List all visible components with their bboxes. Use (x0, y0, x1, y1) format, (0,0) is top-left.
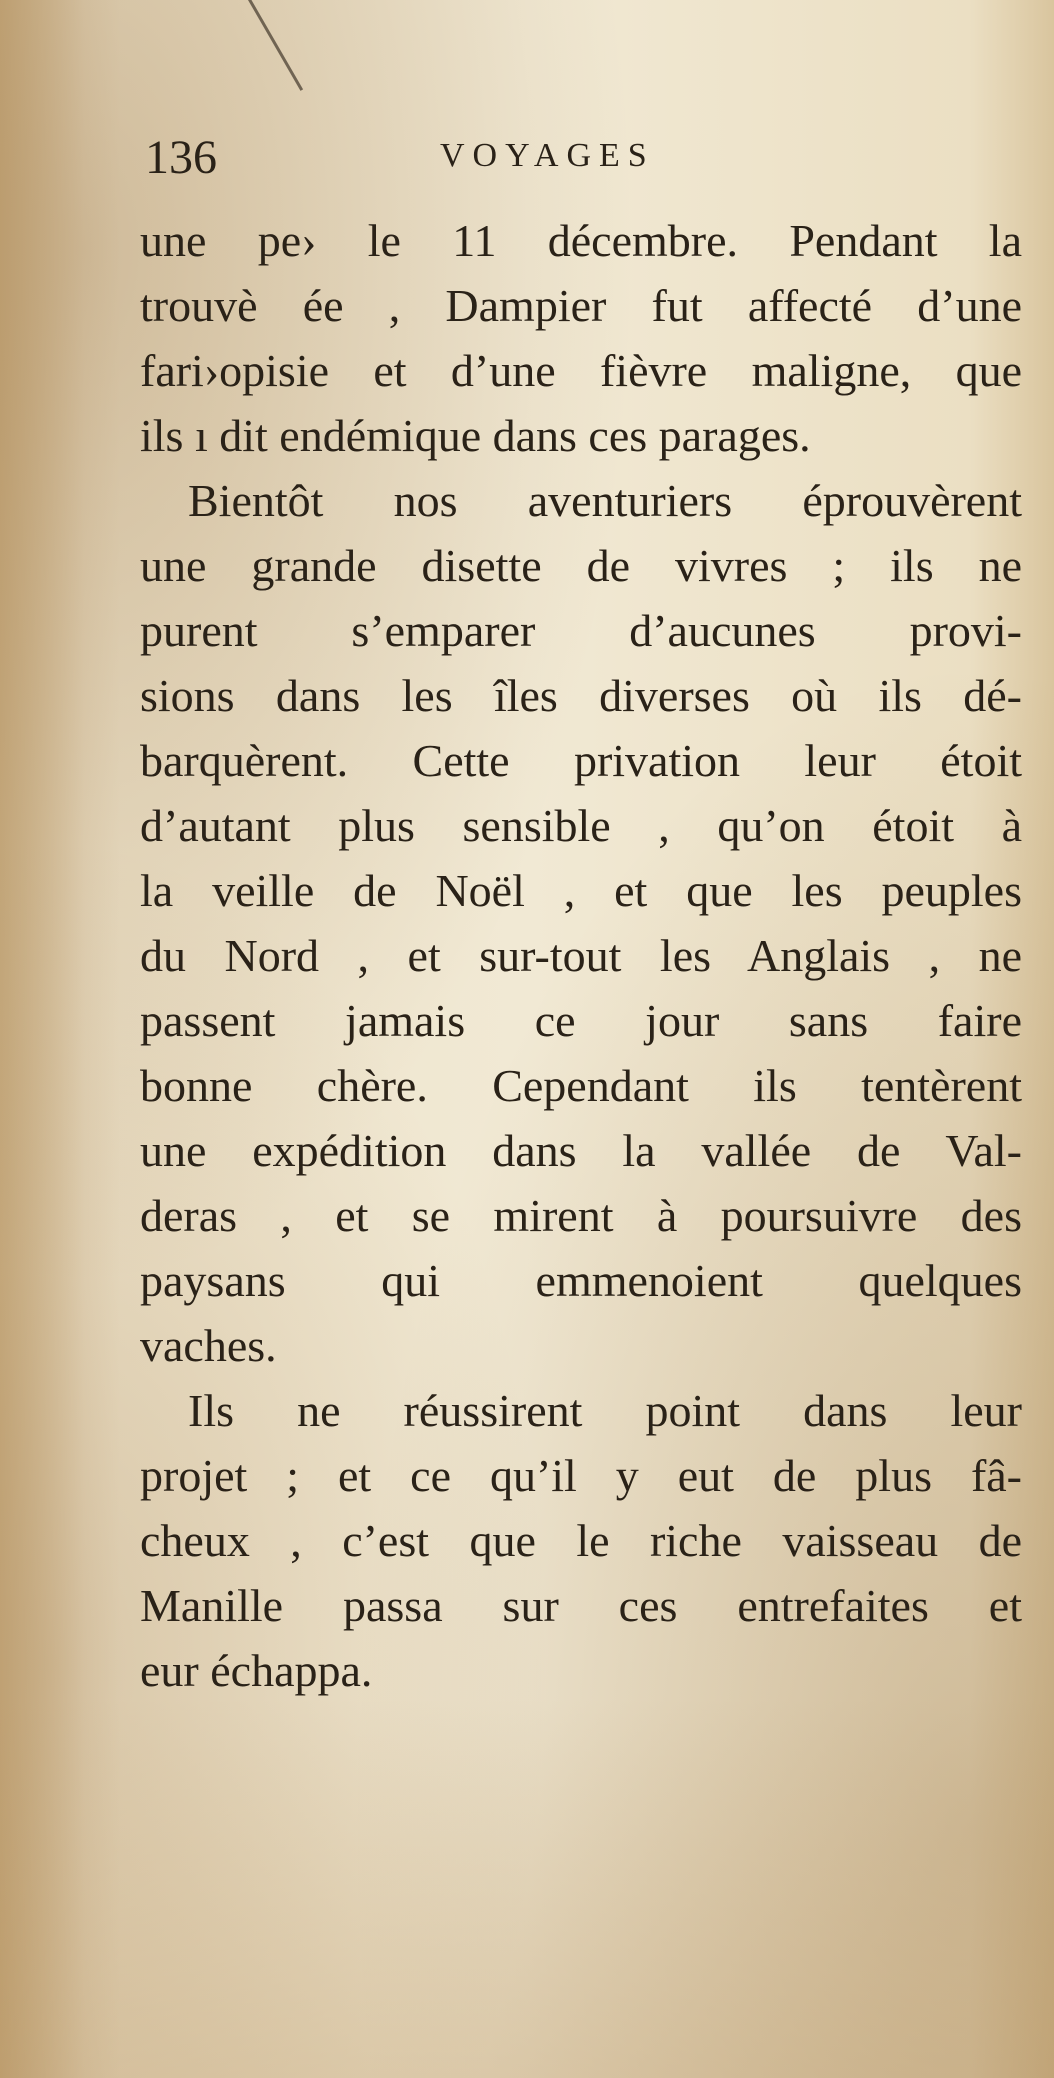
text-line: du Nord , et sur-tout les Anglais , ne (140, 930, 1022, 981)
paragraph-2 (140, 468, 1022, 1378)
text-line: fari›opisie et d’une fièvre maligne, que (140, 345, 1022, 396)
text-line: paysans qui emmenoient quelques (140, 1255, 1022, 1306)
paragraph-3 (140, 1378, 1022, 1703)
text-line: une pe› le 11 décembre. Pendant la (140, 215, 1022, 266)
text-line: purent s’emparer d’aucunes provi- (140, 605, 1022, 656)
text-line: la veille de Noël , et que les peuples (140, 865, 1022, 916)
text-line: trouvè ée , Dampier fut affecté d’une (140, 280, 1022, 331)
text-line: passent jamais ce jour sans faire (140, 995, 1022, 1046)
text-line: deras , et se mirent à poursuivre des (140, 1190, 1022, 1241)
text-line: Ils ne réussirent point dans leur (188, 1385, 1022, 1436)
page-number: 136 (145, 131, 217, 184)
text-line: une grande disette de vivres ; ils ne (140, 540, 1022, 591)
text-line: vaches. (140, 1320, 277, 1371)
text-line: bonne chère. Cependant ils tentèrent (140, 1060, 1022, 1111)
text-line: d’autant plus sensible , qu’on étoit à (140, 800, 1022, 851)
text-line: Manille passa sur ces entrefaites et (140, 1580, 1022, 1631)
text-line: projet ; et ce qu’il y eut de plus fâ- (140, 1450, 1022, 1501)
text-line: eur échappa. (140, 1645, 373, 1696)
text-line: ils ı dit endémique dans ces parages. (140, 410, 811, 461)
page-header (145, 128, 925, 188)
paragraph-1 (140, 208, 1022, 468)
text-line: barquèrent. Cette privation leur étoit (140, 735, 1022, 786)
page-stain-bottom (0, 1698, 1054, 2078)
text-line: cheux , c’est que le riche vaisseau de (140, 1515, 1022, 1566)
text-line: une expédition dans la vallée de Val- (140, 1125, 1022, 1176)
body-text (140, 208, 1022, 1703)
text-line: sions dans les îles diverses où ils dé- (140, 670, 1022, 721)
running-head: VOYAGES (440, 137, 655, 174)
ink-scratch (248, 0, 303, 91)
text-line: Bientôt nos aventuriers éprouvèrent (188, 475, 1022, 526)
